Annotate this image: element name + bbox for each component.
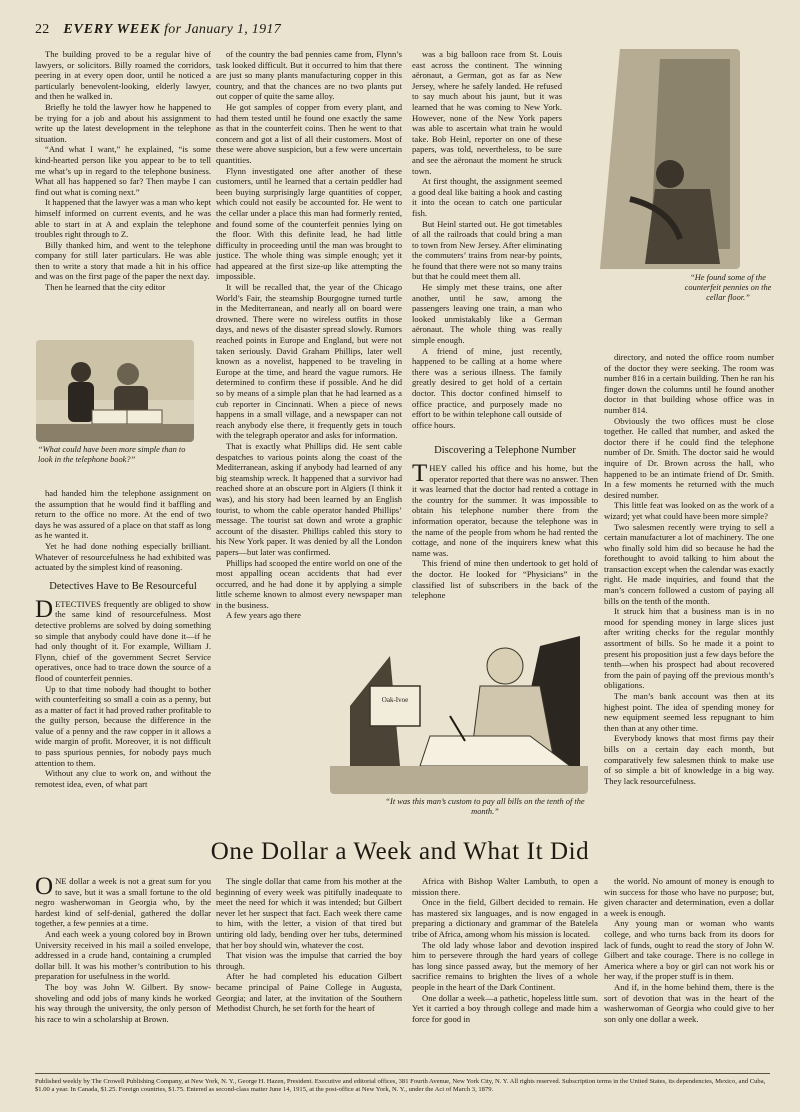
paragraph: A few years ago there <box>226 610 301 621</box>
paragraph: That vision was the impulse that carried the boy through. <box>216 950 402 971</box>
paragraph: the world. No amount of money is enough to win success for those who have no purpose; but, given character and determination, even a dollar a week is enough. <box>604 876 774 918</box>
paragraph: The man’s bank account was then at its highest point. The idea of spending money for new equipment seemed less repugnant to him then than at any other time. <box>604 691 774 733</box>
paragraph: This friend of mine then undertook to get hold of the doctor. He looked for “Physicians” in the classified list of subscribers in the back of the telephone <box>412 558 598 601</box>
page-header <box>35 22 281 38</box>
drop-cap: T <box>412 460 428 487</box>
paragraph: Any young man or woman who wants college, and who turns back from its doors for lack of funds, ought to read the story of John W. Gilbert and take courage. There is no college in America where a boy or girl can not work his or her way, if the proper stuff is in them. <box>604 918 774 982</box>
caption-bottom: “It was this man’s custom to pay all bills on the tenth of the month.” <box>385 797 585 816</box>
illustration-writing-checks <box>330 616 588 794</box>
paragraph: It will be recalled that, the year of the Chicago World’s Fair, the steamship Bourgogne turned turtle in the Mediterranean, and nearly all on board were drowned. There were no wireless outfits in those days, and news of the disaster spread slowly. Rumors reached points in Europe and England, but were not taken seriously. David Graham Phillips, later well known as a novelist, happened to be traveling in Europe at the time, and heard the vague rumors. He determined to confirm these if possible. And he did so by means of a simple plan that he had learned as a cub reporter in Cincinnati. When a piece of news happens in a small village, and a newspaper can not reach anybody else there, it frequently gets in touch with the telegraph operator and asks for information. <box>216 282 402 441</box>
article2-col3 <box>412 876 598 1066</box>
paragraph-text: HEY called his office and his home, but the operator reported that there was no answer. Then it was learned that the doctor had rented a cottage in the country for the summer. It was impossible to obtain his telephone number there from the information operator, because the telephone was in the name of the people from whom he had rented the cottage, and none of the inquirers knew what this name was. <box>412 463 598 558</box>
paragraph: “And what I want,” he explained, “is some kind-hearted person like you appear to be to tell me what’s up in regard to the telephone business. What all has happened so far? Then maybe I can find out what is coming next.” <box>35 144 211 197</box>
man-finding-pennies-illustration-icon <box>560 49 740 269</box>
paragraph: It struck him that a business man is in no mood for spending money in large slices just after writing checks for the regular monthly assortment of bills. So he made it a point to present his proposition just a few days before the tenth—when his prospect had about recovered from the pain of paying off the previous month’s obligations. <box>604 606 774 691</box>
caption-right: “He found some of the counterfeit pennies on the cellar floor.” <box>684 273 772 302</box>
paragraph: He got samples of copper from every plant, and had them tested until he found one exactly the same as that in the counterfeit coins. Then he went to that concern and got a list of all their customers. Most of these were above suspicion, but a few were uncertain quantities. <box>216 101 402 165</box>
paragraph-text: NE dollar a week is not a great sum for you to save, but it was a small fortune to the old negro washerwoman in Georgia who, by the hardest kind of self-denial, gathered the dollar together, a few pennies at a time. <box>35 876 211 929</box>
article2-col2 <box>216 876 402 1066</box>
paragraph: Briefly he told the lawyer how he happened to be trying for a job and about his assignment to write up the latest development in the telephone situation. <box>35 101 211 144</box>
publisher-note: Published weekly by The Crowell Publishing Company, at New York, N. Y., George H. Hazen, President. Executive and editorial offices, 381 Fourth Avenue, New York City, N. Y. All rights reserved. Subscription terms in the United States, its dependencies, Mexico, and Cuba, $1.00 a year. In Canada, $1.25. Foreign countries, $1.75. Entered as second-class matter June 14, 1915, at the post-office at New York, N. Y., under the Act of March 3, 1879. <box>35 1078 766 1093</box>
article1-col4 <box>604 352 774 836</box>
sign-text: Oak-Ivoe <box>381 696 409 704</box>
paragraph: Phillips had scooped the entire world on one of the most appalling ocean accidents that had ever occurred, and he had done it by applying a simple little scheme known to almost every newspaper man in the business. <box>216 557 402 610</box>
paragraph: And if, in the home behind them, there is the sort of devotion that was in the heart of the washerwoman of Georgia who could give to her son only one dollar a week. <box>604 981 774 1024</box>
section-heading: Detectives Have to Be Resourceful <box>49 580 197 592</box>
page-number: 22 <box>35 22 50 37</box>
illustration-pennies <box>560 49 740 269</box>
paragraph: directory, and noted the office room number of the doctor they were seeking. The room was number 816 in a certain building. Then he ran his finger down the columns until he found another doctor in that building whose office was in number 814. <box>604 352 774 415</box>
paragraph: Once in the field, Gilbert decided to remain. He has mastered six languages, and is now engaged in preparing a dictionary and grammar of the Batelela tribe of Africa, among whom his mission is located. <box>412 897 598 939</box>
drop-cap: O <box>35 876 54 900</box>
paragraph: This little feat was looked on as the work of a wizard; yet what could have been more simple? <box>604 500 774 521</box>
paragraph: had handed him the telephone assignment on the assumption that he would find it baffling and return to the office no more. At the end of two days he was assured of a place on that staff as long as he wanted it. <box>35 488 211 541</box>
paragraph: Everybody knows that most firms pay their bills on a certain day each month, but comparatively few salesmen think to make use of so simple a bit of knowledge in a big way. They lack resourcefulness. <box>604 733 774 786</box>
drop-cap: D <box>35 595 54 623</box>
paragraph: Two salesmen recently were trying to sell a certain manufacturer a lot of machinery. The one who finally sold him did so because he had the forethought to avoid talking to him about the transaction except when the calendar was exactly right. He made inquiries, and found that the man’s concern followed a custom of paying all bills on the tenth of the month. <box>604 521 774 606</box>
article1-col3-bottom <box>412 437 598 615</box>
article1-col1-bottom <box>35 488 211 836</box>
paragraph: It happened that the lawyer was a man who kept himself informed on current events, and he was able to start in at A and explain the telephone troubles right through to Z. <box>35 197 211 240</box>
paragraph: Without any clue to work on, and without the remotest idea, even, of what part <box>35 768 211 789</box>
article2-col4 <box>604 876 774 1066</box>
paragraph: The old lady whose labor and devotion inspired him to persevere through the hard years of college has long since passed away, but the memory of her sacrifice remains to brighten the lives of a whole people in the heart of the Dark Continent. <box>412 939 598 992</box>
paragraph: Flynn investigated one after another of these customers, until he learned that a certain peddler had been buying surprisingly large quantities of copper, which could not easily be accounted for. He went to the cellar under a place this man had formerly rented, and found some of the counterfeit pennies lying on the floor. With this definite lead, he had little difficulty in proceeding until the man was brought to justice. The whole thing was simple enough; yet it had appeared at the first size-up like attempting the impossible. <box>216 165 402 282</box>
paragraph: And each week a young colored boy in Brown University received in his mail a soiled envelope, addressed in a crude hand, containing a crumpled dollar bill. It was his mother’s contribution to his preparation for usefulness in the world. <box>35 928 211 982</box>
paragraph: Obviously the two offices must be close together. He called that number, and asked the doctor there if he could find the telephone number of Dr. Smith. The doctor said he would inquire of Dr. Brown across the hall, who happened to be an intimate friend of Dr. Smith. In a few moments he returned with the much desired number. <box>604 415 774 500</box>
article1-col3-top <box>412 49 562 437</box>
caption-left: “What could have been more simple than to look in the telephone book?” <box>38 445 186 464</box>
paragraph: Up to that time nobody had thought to bother with counterfeiting so small a coin as a penny, but as a matter of fact it had proved rather profitable to the guilty person, because the difference in the value of a penny and the raw copper in it allows a wide margin of profit. Moreover, it is not difficult to pass spurious pennies, for nobody pays much attention to them. <box>35 683 211 768</box>
article2-col1 <box>35 876 211 1066</box>
man-writing-checks-illustration-icon <box>330 616 588 794</box>
paragraph: Yet he had done nothing especially brilliant. Whatever of resourcefulness he had exhibited was actuated by the simplest kind of reasoning. <box>35 540 211 573</box>
paragraph: of the country the bad pennies came from, Flynn’s task looked difficult. But it occurred to him that there are just so many plants manufacturing copper in this country, and that the chances are no two plants put out copper of quite the same alloy. <box>216 49 402 102</box>
paragraph <box>412 460 598 558</box>
paragraph: That is exactly what Phillips did. He sent cable despatches to various points along the coast of the Mediterranean, asking if anybody had learned of any big steamship wreck. It happened that a survivor had reached shore at an obscure port in Algiers (I think it was), and his story had been learned by an English tourist, to whom the cable operator handed Phillips’ message. The tourist sat down and wrote a graphic account of the disaster. Phillips cabled this story to his New York paper. It was denied by all the London papers—but later was confirmed. <box>216 440 402 557</box>
paragraph: was a big balloon race from St. Louis east across the continent. The winning aëronaut, a German, got as far as New Jersey, where he safely landed. He refused to say much about his jaunt, but it was learned that he was coming to New York. However, none of the New York papers was able to ascertain what train he would take. Bob Heinl, reporter on one of these papers, was told, nevertheless, to be sure and see the aëronaut the moment he struck town. <box>412 49 562 176</box>
two-men-telephone-book-illustration-icon <box>36 340 194 442</box>
paragraph: A friend of mine, just recently, happened to be calling at a home where there was a serious illness. The family greatly desired to get hold of a certain doctor. This doctor confined himself to office practice, and purposely made no effort to be within telephone call outside of office hours. <box>412 345 562 430</box>
paragraph: One dollar a week—a pathetic, hopeless little sum. Yet it carried a boy through college and made him a force for good in <box>412 992 598 1024</box>
paragraph <box>35 876 211 929</box>
paragraph: Billy thanked him, and went to the telephone company for still later particulars. He was able then to write a story that made a hit in his office and was on the first page of the paper the next day. <box>35 239 211 282</box>
paragraph: He simply met these trains, one after another, until he saw, among the passengers leaving one train, a man who looked unmistakably like a German aëronaut. The whole thing was really simple enough. <box>412 282 562 346</box>
paragraph: Then he learned that the city editor <box>45 282 166 293</box>
paragraph: The building proved to be a regular hive of lawyers, or solicitors. Billy roamed the corridors, peering in at every open door, until he noticed a particularly benevolent-looking, elderly lawyer, and then he walked in. <box>35 49 211 102</box>
paragraph: Africa with Bishop Walter Lambuth, to open a mission there. <box>412 876 598 897</box>
magazine-name: EVERY WEEK <box>63 22 161 37</box>
issue-date: for January 1, 1917 <box>164 22 281 37</box>
section-heading: Discovering a Telephone Number <box>434 445 576 456</box>
paragraph: The single dollar that came from his mother at the beginning of every week was pitifully inadequate to meet the need for which it was intended; but Gilbert never let her suspect that fact. Each week there came to him, with the letter, a vision of that tired but untiring old lady, bending over her tubs, determined that her boy should win, whatever the cost. <box>216 876 402 950</box>
footer-rule <box>35 1073 770 1074</box>
paragraph: At first thought, the assignment seemed a good deal like baiting a hook and casting it into the ocean to catch one particular fish. <box>412 176 562 218</box>
paragraph: The boy was John W. Gilbert. By snow-shoveling and odd jobs of many kinds he worked his way through the university, the only person of his race to win a scholarship at Brown. <box>35 981 211 1024</box>
paragraph-text: ETECTIVES frequently are obliged to show the same kind of resourcefulness. Most detective problems are solved by doing something so simple that anybody could have done it—if he had only thought of it. For example, William J. Flynn, chief of the government Secret Service operatives, once had to trace down the source of a flood of counterfeit pennies. <box>35 598 211 683</box>
article1-col1-top <box>35 49 211 339</box>
paragraph: After he had completed his education Gilbert became principal of Paine College in Augusta, Georgia; and later, at the invitation of the Southern Methodist Church, he set forth for the heart of <box>216 971 402 1014</box>
article2-title: One Dollar a Week and What It Did <box>210 838 590 865</box>
paragraph: But Heinl started out. He got timetables of all the railroads that could bring a man to town from New Jersey. After eliminating the commuters’ trains from near-by points, he found that there were not so many trains but that he could meet them all. <box>412 218 562 282</box>
paragraph <box>35 595 211 684</box>
illustration-telephone-book <box>36 340 194 442</box>
